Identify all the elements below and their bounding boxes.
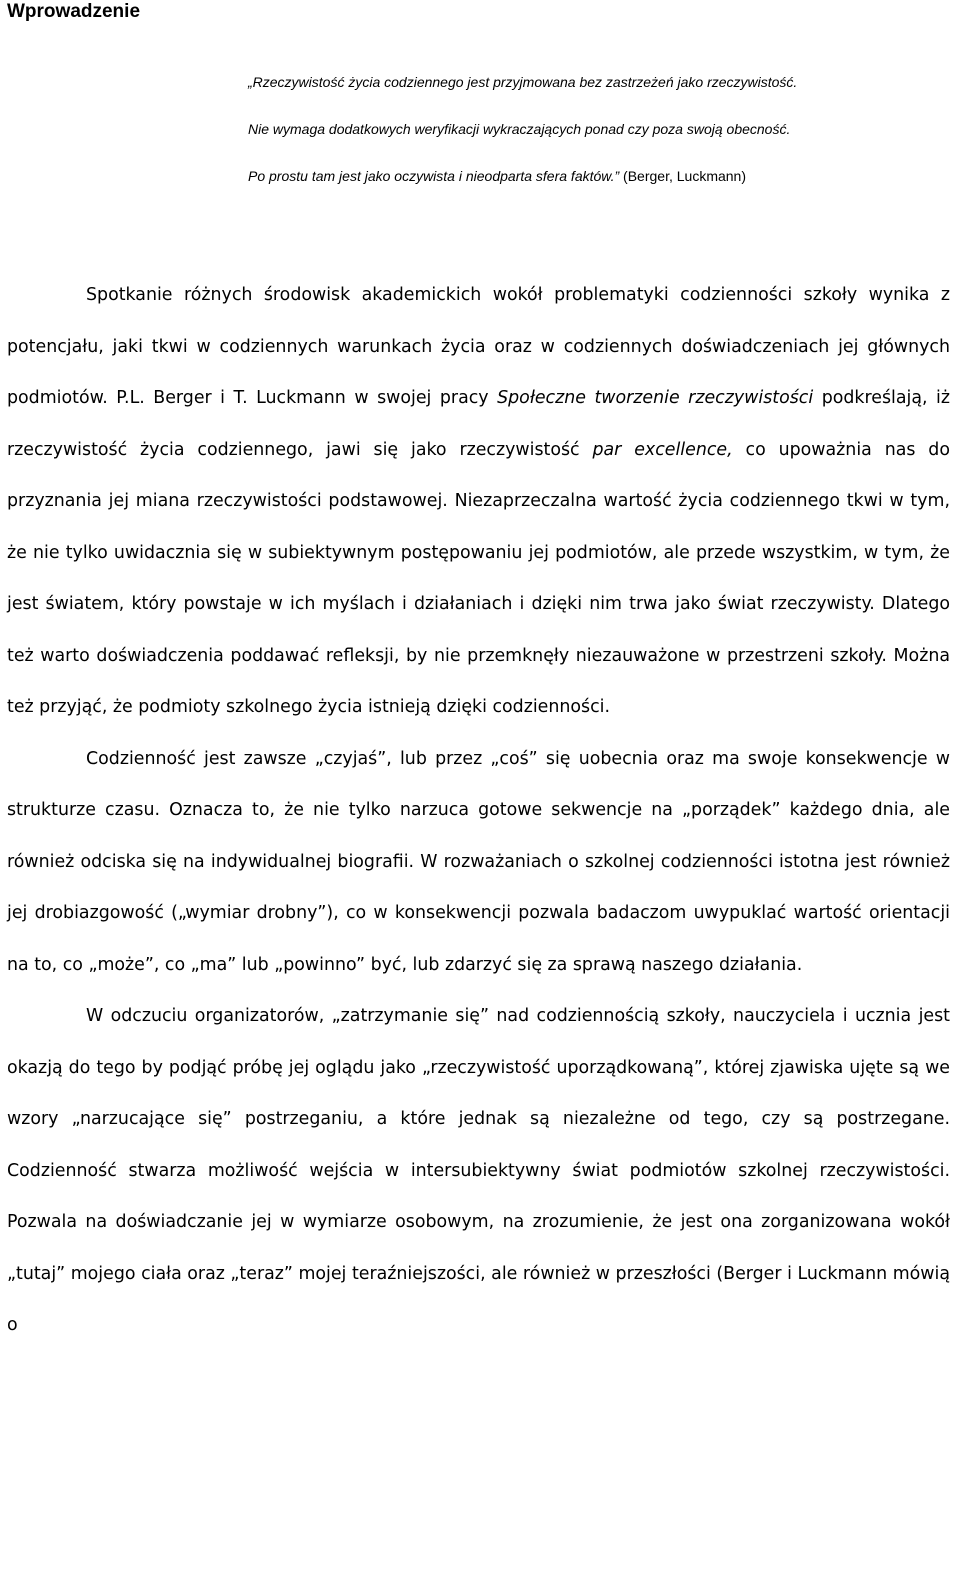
latin-phrase: par excellence,: [592, 439, 733, 460]
paragraph-1-part-c: co upoważnia nas do przyznania jej miana rzeczywistości podstawowej. Niezaprzeczalna wartość życia codziennego tkwi w tym, że nie tylko uwidacznia się w subiektywnym postępowaniu jej podmiotów, ale przede wszystkim, w tym, że jest światem, który powstaje w ich myślach i działaniach i dzięki nim trwa jako świat rzeczywisty. Dlatego też warto doświadczenia poddawać refleksji, by nie przemknęły niezauważone w przestrzeni szkoły. Można też przyjąć, że podmioty szkolnego życia istnieją dzięki codzienności.: [7, 439, 950, 717]
book-title: Społeczne tworzenie rzeczywistości: [497, 388, 814, 408]
quote-line-2: Nie wymaga dodatkowych weryfikacji wykraczających ponad czy poza swoją obecność.: [248, 121, 791, 137]
section-heading: Wprowadzenie: [7, 1, 141, 22]
quote-line-3: [248, 167, 948, 185]
paragraph-2: Codzienność jest zawsze „czyjaś”, lub przez „coś” się uobecnia oraz ma swoje konsekwencje w strukturze czasu. Oznacza to, że nie tylko narzuca gotowe sekwencje na „porządek” każdego dnia, ale również odciska się na indywidualnej biografii. W rozważaniach o szkolnej codzienności istotna jest również jej drobiazgowość („wymiar drobny”), co w konsekwencji pozwala badaczom uwypuklać wartość orientacji na to, co „może”, co „ma” lub „powinno” być, lub zdarzyć się za sprawą naszego działania.: [7, 748, 950, 975]
quote-source: (Berger, Luckmann): [619, 168, 747, 184]
paragraph-1-part-b: podkreślają, iż rzeczywistość życia codziennego, jawi się jako rzeczywistość: [7, 388, 950, 460]
quote-line-1: „Rzeczywistość życia codziennego jest przyjmowana bez zastrzeżeń jako rzeczywistość.: [248, 74, 798, 90]
body-text: [7, 270, 950, 1352]
quote-text: Po prostu tam jest jako oczywista i nieodparta sfera faktów.”: [248, 168, 620, 184]
paragraph-3: W odczuciu organizatorów, „zatrzymanie się” nad codziennością szkoły, nauczyciela i ucznia jest okazją do tego by podjąć próbę jej oglądu jako „rzeczywistość uporządkowaną”, której zjawiska ujęte są we wzory „narzucające się” postrzeganiu, a które jednak są niezależne od tego, czy są postrzegane. Codzienność stwarza możliwość wejścia w intersubiektywny świat podmiotów szkolnej rzeczywistości. Pozwala na doświadczanie jej w wymiarze osobowym, na zrozumienie, że jest ona zorganizowana wokół „tutaj” mojego ciała oraz „teraz” mojej teraźniejszości, ale również w przeszłości (Berger i Luckmann mówią o: [7, 1006, 950, 1335]
paragraph-1: [7, 270, 950, 734]
paragraph-1-part-a: Spotkanie różnych środowisk akademickich wokół problematyki codzienności szkoły wynika z potencjału, jaki tkwi w codziennych warunkach życia oraz w codziennych doświadczeniach jej głównych podmiotów. P.L. Berger i T. Luckmann w swojej pracy: [7, 285, 950, 408]
